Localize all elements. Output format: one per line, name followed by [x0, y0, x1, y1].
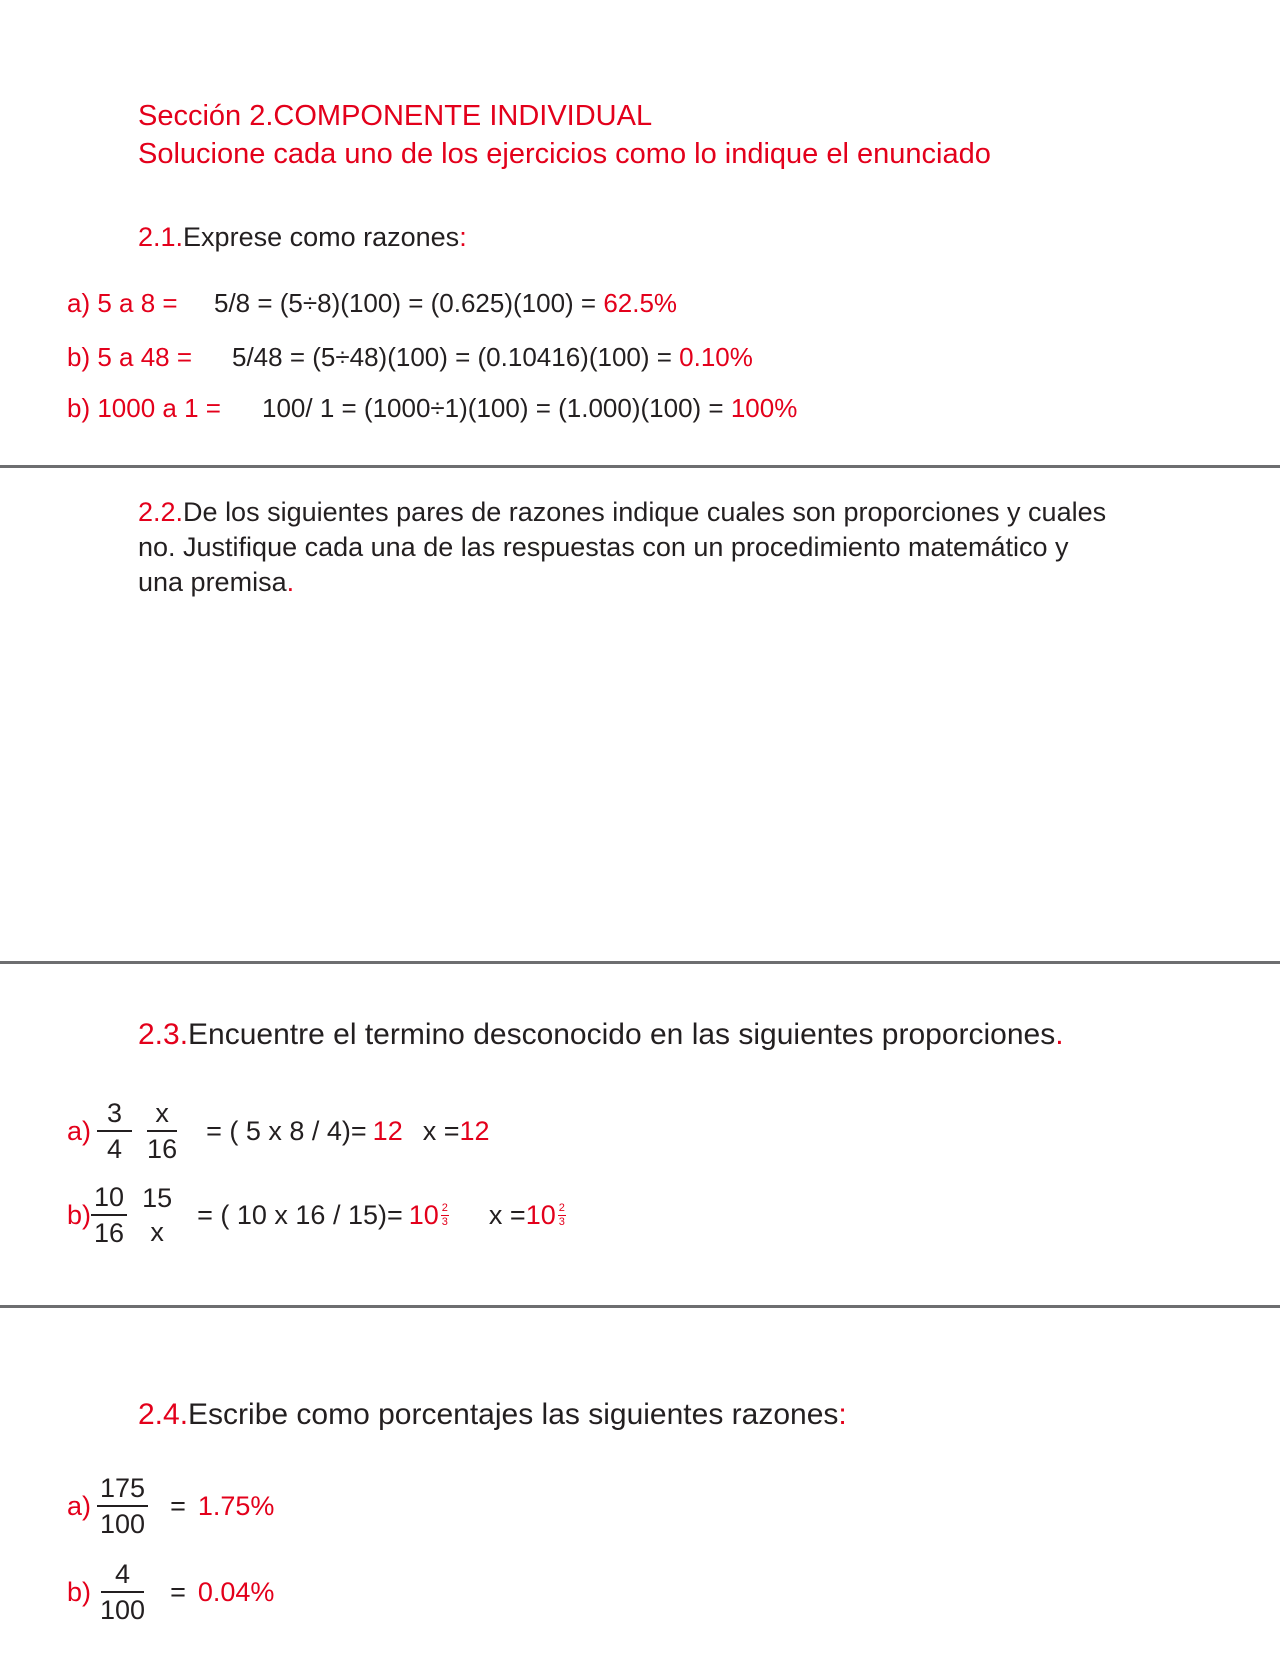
equals-sign: =: [170, 1577, 186, 1607]
x-label: x =: [422, 1116, 460, 1146]
ratio-label-a: a) 5 a 8 =: [67, 288, 178, 318]
heading-number: 2.1.: [138, 222, 184, 252]
divider: [0, 961, 1280, 964]
denominator: 100: [100, 1595, 146, 1625]
x-value: 12: [459, 1116, 490, 1146]
x-fraction-num: 2: [558, 1202, 565, 1214]
ratio-work-b: [232, 342, 753, 373]
work-result: 12: [372, 1116, 403, 1146]
fraction: [91, 1184, 127, 1247]
fraction: [97, 1561, 148, 1624]
heading-2-4: [138, 1398, 847, 1432]
percentage-row-b: [67, 1561, 274, 1624]
work-result: 62.5%: [603, 288, 678, 318]
ratio-label-c: b) 1000 a 1 =: [67, 393, 221, 423]
heading-colon: :: [459, 222, 467, 252]
proportion-row-a: [67, 1100, 490, 1163]
section-subtitle: Solucione cada uno de los ejercicios como lo indique el enunciado: [138, 138, 991, 170]
divider: [0, 1305, 1280, 1308]
numerator: x: [147, 1100, 177, 1132]
work-result: 0.10%: [679, 342, 753, 372]
denominator: 16: [94, 1218, 125, 1248]
denominator: 4: [107, 1134, 123, 1164]
heading-dot: .: [286, 567, 295, 597]
heading-text: Encuentre el termino desconocido en las siguientes proporciones: [188, 1018, 1056, 1051]
ratio-label-b: b) 5 a 48 =: [67, 342, 193, 372]
result-fraction-den: 3: [441, 1216, 448, 1228]
percentage-result: 0.04%: [197, 1577, 275, 1607]
heading-2-3: [138, 1018, 1064, 1052]
heading-dot: .: [1055, 1018, 1064, 1051]
work-text: 5/8 = (5÷8)(100) = (0.625)(100) =: [214, 288, 604, 318]
item-label: b): [67, 1577, 92, 1607]
proportion-row-b: [67, 1184, 566, 1247]
heading-text: De los siguientes pares de razones indique cuales son proporciones y cuales: [183, 497, 1107, 527]
item-label: b): [67, 1200, 92, 1230]
result-fraction: [441, 1203, 449, 1228]
percentage-row-a: [67, 1475, 274, 1538]
denominator: 16: [147, 1134, 178, 1164]
heading-2-2-line3: [138, 567, 294, 598]
heading-2-2-line1: [138, 497, 1106, 528]
heading-text: una premisa: [138, 567, 287, 597]
numerator: 10: [91, 1184, 127, 1216]
work-text: 100/ 1 = (1000÷1)(100) = (1.000)(100) =: [262, 393, 731, 423]
fraction: [144, 1100, 180, 1163]
heading-colon: :: [838, 1398, 847, 1431]
numerator: 175: [97, 1475, 148, 1507]
section-title: Sección 2.COMPONENTE INDIVIDUAL: [138, 100, 653, 132]
fraction: [139, 1185, 175, 1246]
work-text: = ( 10 x 16 / 15)=: [197, 1200, 403, 1230]
x-label: x =: [488, 1200, 526, 1230]
heading-text: Escribe como porcentajes las siguientes razones: [188, 1398, 839, 1431]
fraction: [97, 1100, 132, 1163]
percentage-result: 1.75%: [197, 1491, 275, 1521]
ratio-work-c: [262, 393, 797, 424]
x-value: 10: [525, 1200, 556, 1230]
heading-2-2-line2: no. Justifique cada una de las respuestas con un procedimiento matemático y: [138, 532, 1069, 562]
x-fraction-den: 3: [558, 1216, 565, 1228]
heading-2-1: [138, 222, 467, 253]
work-text: = ( 5 x 8 / 4)=: [206, 1116, 367, 1146]
result-fraction-num: 2: [441, 1202, 448, 1214]
denominator: x: [150, 1217, 164, 1247]
item-label: a): [67, 1116, 92, 1146]
item-label: a): [67, 1491, 92, 1521]
heading-number: 2.3.: [138, 1018, 189, 1051]
fraction: [97, 1475, 148, 1538]
work-result: 100%: [730, 393, 798, 423]
numerator: 3: [97, 1100, 132, 1132]
work-text: 5/48 = (5÷48)(100) = (0.10416)(100) =: [232, 342, 680, 372]
x-fraction: [558, 1203, 566, 1228]
ratio-work-a: [214, 288, 677, 319]
denominator: 100: [100, 1509, 146, 1539]
heading-number: 2.2.: [138, 497, 184, 527]
divider: [0, 465, 1280, 468]
numerator: 4: [101, 1561, 144, 1593]
heading-text: Exprese como razones: [183, 222, 460, 252]
numerator: 15: [142, 1183, 173, 1213]
heading-number: 2.4.: [138, 1398, 189, 1431]
work-result: 10: [408, 1200, 439, 1230]
equals-sign: =: [170, 1491, 186, 1521]
